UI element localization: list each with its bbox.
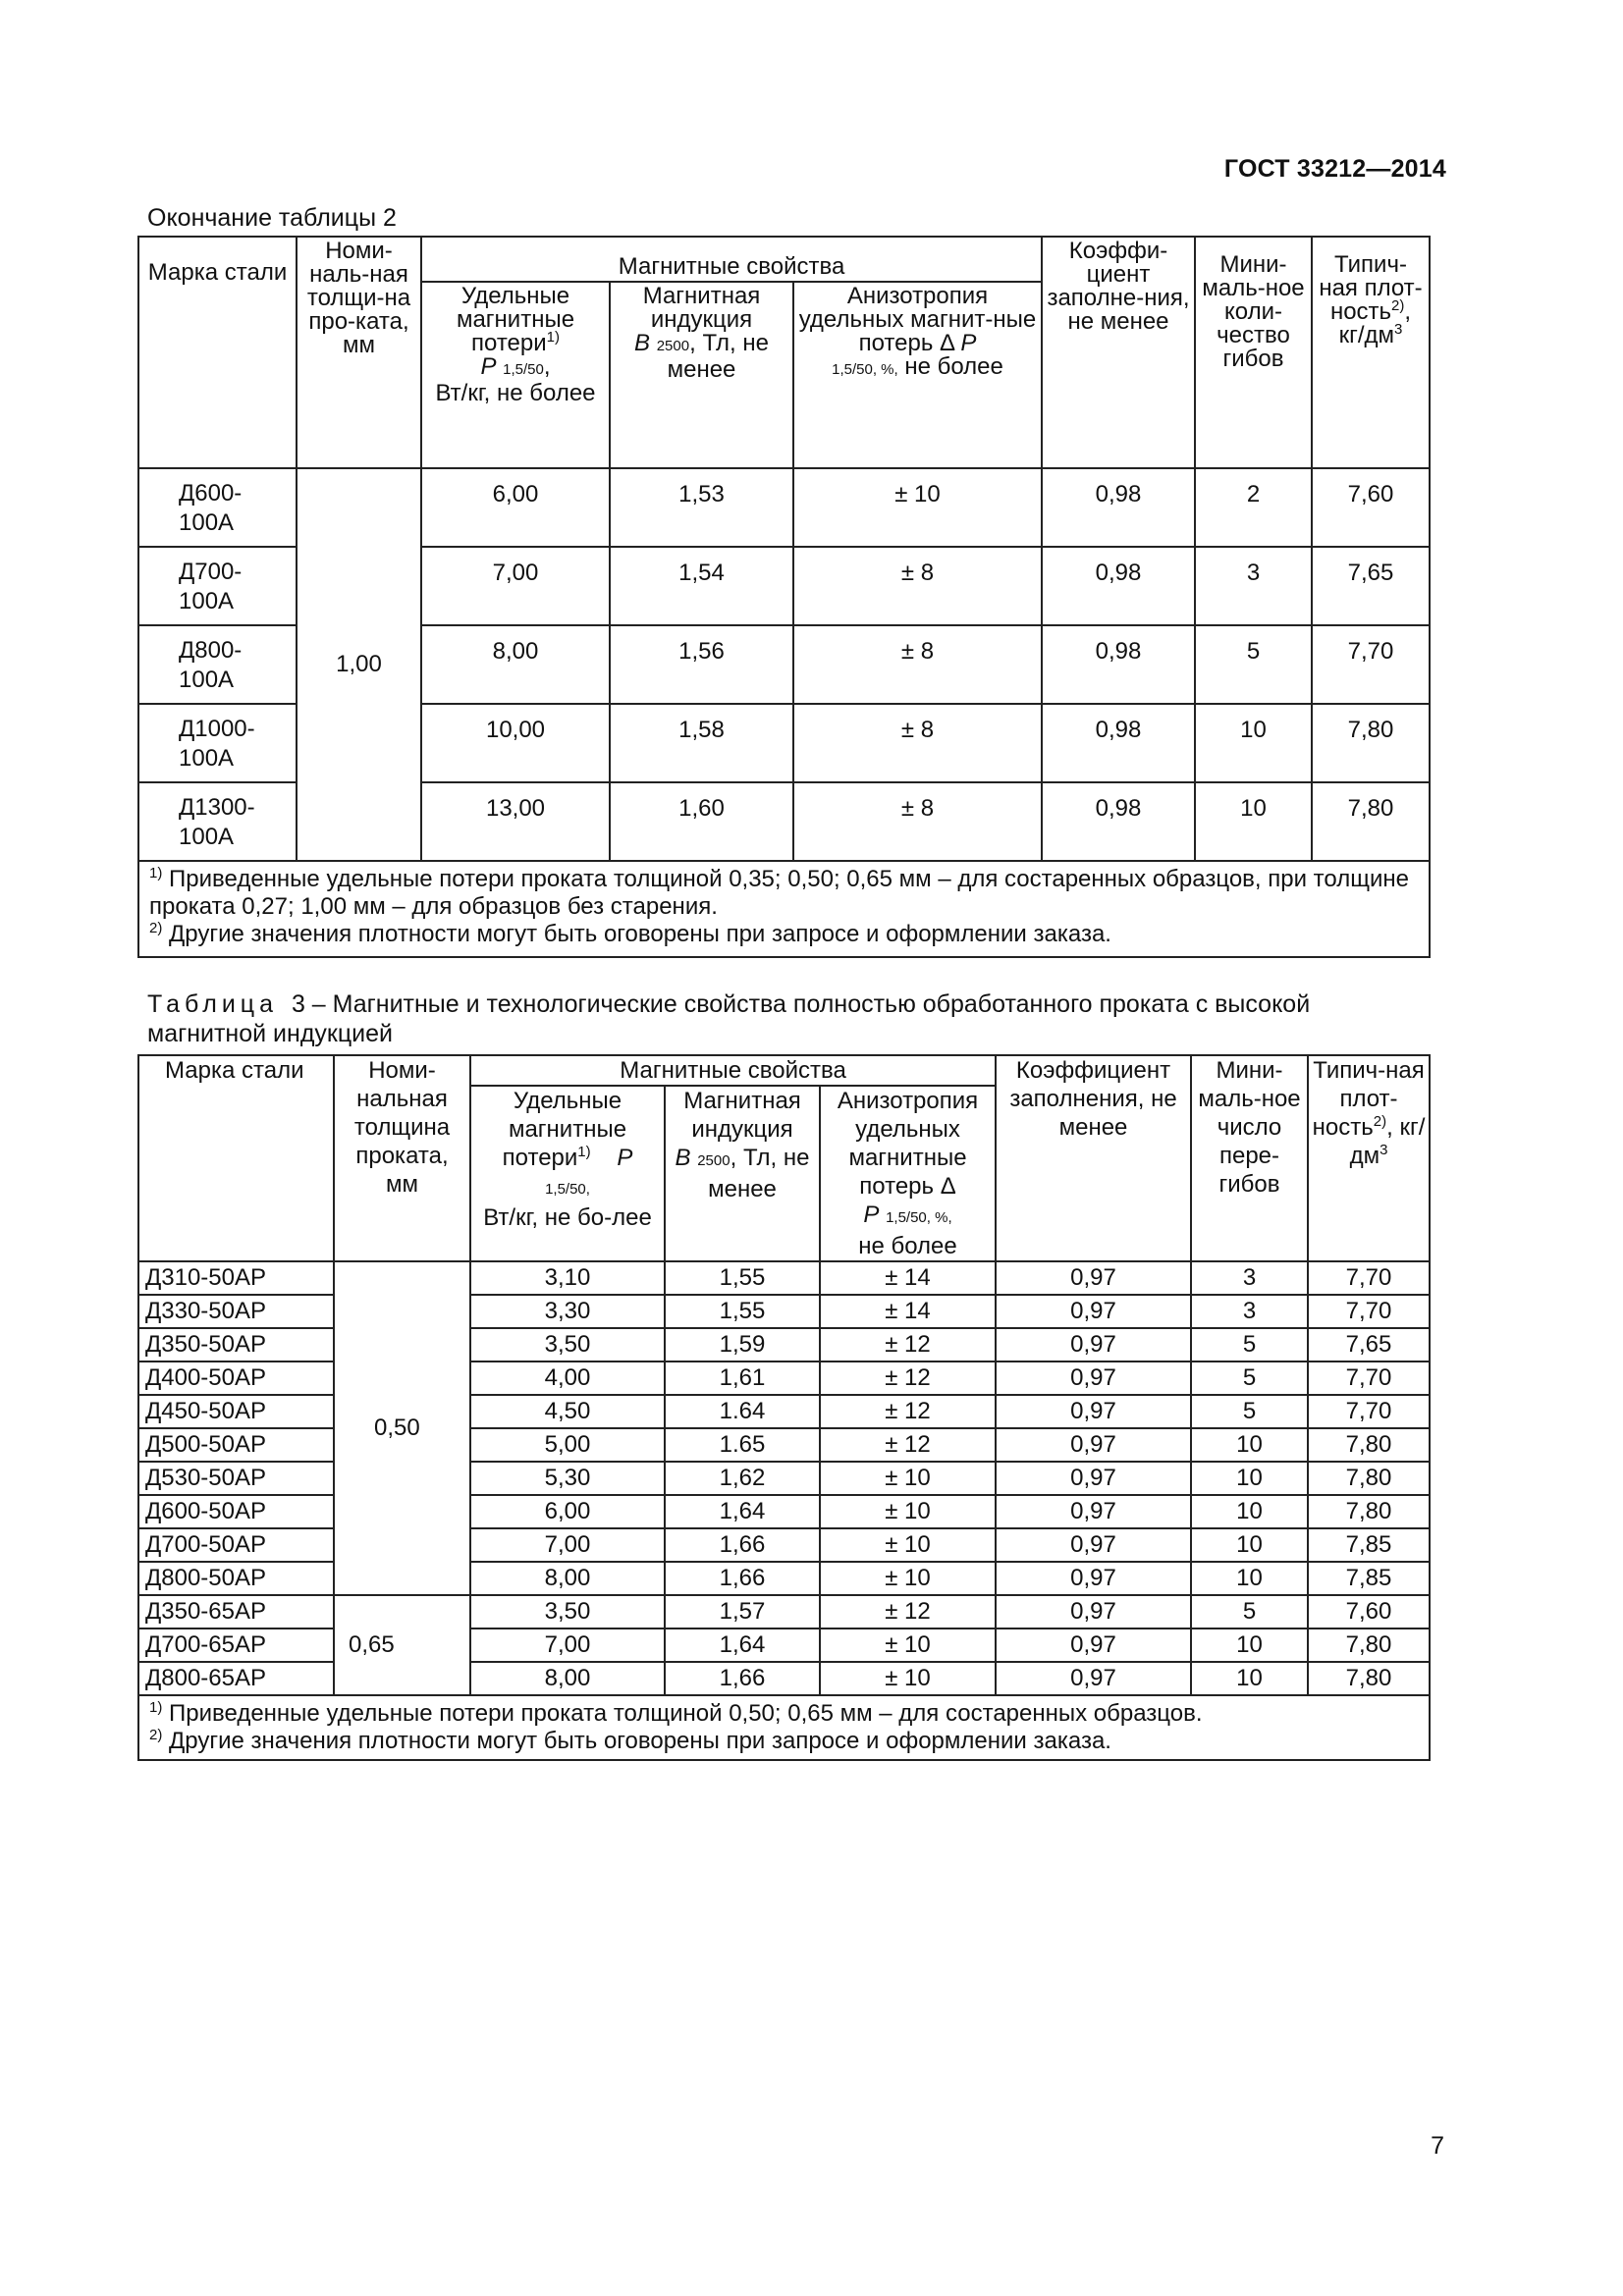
table2-footnotes <box>138 861 1430 957</box>
loss-cell: 6,00 <box>421 468 610 547</box>
anisotropy-cell: ± 12 <box>820 1428 996 1462</box>
table-row <box>138 1428 1430 1462</box>
anisotropy-cell: ± 10 <box>793 468 1042 547</box>
density-cell: 7,65 <box>1308 1328 1430 1362</box>
grade-cell: Д330-50АР <box>138 1295 334 1328</box>
table3-footnotes <box>138 1695 1430 1760</box>
loss-cell: 10,00 <box>421 704 610 782</box>
fill-cell: 0,98 <box>1042 468 1195 547</box>
grade-cell: Д700-50АР <box>138 1528 334 1562</box>
table3-caption: Таблица 3 – Магнитные и технологические свойства полностью обработанного проката с высокой магнитной индукцией <box>147 990 1311 1047</box>
fill-cell: 0,97 <box>996 1562 1191 1595</box>
anisotropy-cell: ± 8 <box>793 625 1042 704</box>
grade-cell: Д800-50АР <box>138 1562 334 1595</box>
grade-cell: Д800-65АР <box>138 1662 334 1695</box>
loss-cell: 3,50 <box>470 1595 665 1629</box>
grade-cell: Д450-50АР <box>138 1395 334 1428</box>
t2-header-thickness: Номи-наль-ная толщи-на про-ката, мм <box>297 237 421 468</box>
t2-header-grade: Марка стали <box>138 237 297 468</box>
grade-cell: Д500-50АР <box>138 1428 334 1462</box>
induction-cell: 1,66 <box>665 1562 820 1595</box>
bends-cell: 10 <box>1195 704 1312 782</box>
grade-cell: Д530-50АР <box>138 1462 334 1495</box>
loss-cell: 4,00 <box>470 1362 665 1395</box>
t2-header-anisotropy: Анизотропия удельных магнит-ные потерь Δ P 1,5/50, %, не более <box>793 282 1042 468</box>
table-row <box>138 1562 1430 1595</box>
anisotropy-cell: ± 14 <box>820 1261 996 1295</box>
grade-cell: Д1000-100А <box>138 704 297 782</box>
induction-cell: 1,66 <box>665 1528 820 1562</box>
density-cell: 7,60 <box>1312 468 1430 547</box>
anisotropy-cell: ± 12 <box>820 1595 996 1629</box>
loss-cell: 7,00 <box>470 1629 665 1662</box>
grade-cell: Д600-50АР <box>138 1495 334 1528</box>
bends-cell: 10 <box>1191 1662 1308 1695</box>
bends-cell: 5 <box>1191 1595 1308 1629</box>
grade-cell: Д800-100А <box>138 625 297 704</box>
induction-cell: 1,57 <box>665 1595 820 1629</box>
density-cell: 7,85 <box>1308 1528 1430 1562</box>
t2-header-bends: Мини-маль-ное коли-чество гибов <box>1195 237 1312 468</box>
induction-cell: 1,58 <box>610 704 793 782</box>
loss-cell: 4,50 <box>470 1395 665 1428</box>
bends-cell: 10 <box>1191 1629 1308 1662</box>
fill-cell: 0,97 <box>996 1395 1191 1428</box>
loss-cell: 5,00 <box>470 1428 665 1462</box>
fill-cell: 0,97 <box>996 1662 1191 1695</box>
fill-cell: 0,97 <box>996 1295 1191 1328</box>
grade-cell: Д700-65АР <box>138 1629 334 1662</box>
fill-cell: 0,98 <box>1042 782 1195 861</box>
induction-cell: 1,62 <box>665 1462 820 1495</box>
fill-cell: 0,97 <box>996 1462 1191 1495</box>
table-row <box>138 1261 1430 1295</box>
table-row <box>138 1662 1430 1695</box>
induction-cell: 1,60 <box>610 782 793 861</box>
density-cell: 7,85 <box>1308 1562 1430 1595</box>
thickness-cell: 0,50 <box>334 1261 470 1595</box>
grade-cell: Д350-65АР <box>138 1595 334 1629</box>
table-row <box>138 1629 1430 1662</box>
loss-cell: 6,00 <box>470 1495 665 1528</box>
table-row <box>138 1395 1430 1428</box>
table-row <box>138 468 1430 547</box>
t2-header-fill: Коэффи-циент заполне-ния, не менее <box>1042 237 1195 468</box>
loss-cell: 5,30 <box>470 1462 665 1495</box>
bends-cell: 10 <box>1195 782 1312 861</box>
thickness-cell: 0,65 <box>334 1595 470 1695</box>
induction-cell: 1,55 <box>665 1261 820 1295</box>
table3 <box>137 1054 1431 1761</box>
induction-cell: 1,64 <box>665 1629 820 1662</box>
t3-header-anisotropy: Анизотропия удельных магнитные потерь Δ P 1,5/50, %, не более <box>820 1086 996 1261</box>
thickness-cell: 1,00 <box>297 468 421 861</box>
table-row <box>138 1328 1430 1362</box>
t3-header-density: Типич-ная плот-ность$^{2)}$, $кг/дм^3$ <box>1308 1055 1430 1261</box>
density-cell: 7,80 <box>1308 1495 1430 1528</box>
footnote: $^{1)}$ Приведенные удельные потери проката толщиной 0,50; 0,65 мм – для состаренных образцов. <box>149 1699 1203 1727</box>
induction-cell: 1,61 <box>665 1362 820 1395</box>
loss-cell: 7,00 <box>470 1528 665 1562</box>
footnote: $^{2)}$ Другие значения плотности могут быть оговорены при запросе и оформлении заказа. <box>149 920 1111 947</box>
density-cell: 7,70 <box>1312 625 1430 704</box>
density-cell: 7,70 <box>1308 1395 1430 1428</box>
t3-header-induction: Магнитная индукция B 2500, Тл, не менее <box>665 1086 820 1261</box>
table-row <box>138 1495 1430 1528</box>
anisotropy-cell: ± 8 <box>793 547 1042 625</box>
page-number: 7 <box>1431 2132 1444 2160</box>
loss-cell: 3,10 <box>470 1261 665 1295</box>
anisotropy-cell: ± 14 <box>820 1295 996 1328</box>
loss-cell: 13,00 <box>421 782 610 861</box>
density-cell: 7,80 <box>1308 1629 1430 1662</box>
bends-cell: 5 <box>1195 625 1312 704</box>
density-cell: 7,80 <box>1312 704 1430 782</box>
t2-header-induction: Магнитная индукция B 2500, Тл, не менее <box>610 282 793 468</box>
grade-cell: Д350-50АР <box>138 1328 334 1362</box>
t3-header-bends: Мини-маль-ное число пере-гибов <box>1191 1055 1308 1261</box>
anisotropy-cell: ± 10 <box>820 1662 996 1695</box>
footnote: $^{2)}$ Другие значения плотности могут быть оговорены при запросе и оформлении заказа. <box>149 1727 1111 1754</box>
induction-cell: 1,56 <box>610 625 793 704</box>
loss-cell: 8,00 <box>470 1562 665 1595</box>
table-row <box>138 1362 1430 1395</box>
fill-cell: 0,97 <box>996 1261 1191 1295</box>
loss-cell: 8,00 <box>421 625 610 704</box>
induction-cell: 1.64 <box>665 1395 820 1428</box>
loss-cell: 7,00 <box>421 547 610 625</box>
induction-cell: 1.65 <box>665 1428 820 1462</box>
table-row <box>138 1295 1430 1328</box>
fill-cell: 0,97 <box>996 1595 1191 1629</box>
grade-cell: Д600-100А <box>138 468 297 547</box>
grade-cell: Д400-50АР <box>138 1362 334 1395</box>
bends-cell: 10 <box>1191 1528 1308 1562</box>
t3-header-fill: Коэффициент заполнения, не менее <box>996 1055 1191 1261</box>
t2-header-magnetic: Магнитные свойства <box>421 237 1042 282</box>
t3-header-grade: Марка стали <box>138 1055 334 1261</box>
bends-cell: 3 <box>1191 1295 1308 1328</box>
fill-cell: 0,97 <box>996 1428 1191 1462</box>
bends-cell: 5 <box>1191 1362 1308 1395</box>
loss-cell: 3,30 <box>470 1295 665 1328</box>
t2-header-loss: Удельные магнитные потери$^{1)}$ P 1,5/50, Вт/кг, не более <box>421 282 610 468</box>
induction-cell: 1,64 <box>665 1495 820 1528</box>
t3-header-thickness: Номи-нальная толщина проката, мм <box>334 1055 470 1261</box>
t3-header-loss: Удельные магнитные потери$^{1)}$ P 1,5/50, Вт/кг, не бо-лее <box>470 1086 665 1261</box>
bends-cell: 10 <box>1191 1562 1308 1595</box>
density-cell: 7,80 <box>1308 1662 1430 1695</box>
anisotropy-cell: ± 10 <box>820 1562 996 1595</box>
fill-cell: 0,97 <box>996 1629 1191 1662</box>
anisotropy-cell: ± 10 <box>820 1528 996 1562</box>
density-cell: 7,80 <box>1308 1428 1430 1462</box>
density-cell: 7,70 <box>1308 1261 1430 1295</box>
anisotropy-cell: ± 10 <box>820 1495 996 1528</box>
fill-cell: 0,97 <box>996 1528 1191 1562</box>
footnote: $^{1)}$ Приведенные удельные потери проката толщиной 0,35; 0,50; 0,65 мм – для состаренных образцов, при толщине проката 0,27; 1,00 мм – для образцов без старения. <box>149 865 1409 920</box>
grade-cell: Д700-100А <box>138 547 297 625</box>
bends-cell: 3 <box>1195 547 1312 625</box>
induction-cell: 1,55 <box>665 1295 820 1328</box>
fill-cell: 0,98 <box>1042 625 1195 704</box>
density-cell: 7,65 <box>1312 547 1430 625</box>
bends-cell: 10 <box>1191 1462 1308 1495</box>
bends-cell: 5 <box>1191 1328 1308 1362</box>
anisotropy-cell: ± 10 <box>820 1462 996 1495</box>
induction-cell: 1,59 <box>665 1328 820 1362</box>
table-row <box>138 1462 1430 1495</box>
anisotropy-cell: ± 10 <box>820 1629 996 1662</box>
t2-header-density: Типич-ная плот-ность$^{2)}$, $кг/дм^3$ <box>1312 237 1430 468</box>
fill-cell: 0,97 <box>996 1495 1191 1528</box>
table-row <box>138 1528 1430 1562</box>
density-cell: 7,80 <box>1308 1462 1430 1495</box>
induction-cell: 1,66 <box>665 1662 820 1695</box>
grade-cell: Д1300-100А <box>138 782 297 861</box>
table2-caption: Окончание таблицы 2 <box>147 204 397 232</box>
density-cell: 7,70 <box>1308 1362 1430 1395</box>
anisotropy-cell: ± 8 <box>793 704 1042 782</box>
loss-cell: 3,50 <box>470 1328 665 1362</box>
fill-cell: 0,98 <box>1042 704 1195 782</box>
fill-cell: 0,97 <box>996 1362 1191 1395</box>
bends-cell: 2 <box>1195 468 1312 547</box>
induction-cell: 1,54 <box>610 547 793 625</box>
anisotropy-cell: ± 12 <box>820 1362 996 1395</box>
fill-cell: 0,97 <box>996 1328 1191 1362</box>
bends-cell: 10 <box>1191 1495 1308 1528</box>
induction-cell: 1,53 <box>610 468 793 547</box>
bends-cell: 10 <box>1191 1428 1308 1462</box>
anisotropy-cell: ± 8 <box>793 782 1042 861</box>
density-cell: 7,70 <box>1308 1295 1430 1328</box>
anisotropy-cell: ± 12 <box>820 1395 996 1428</box>
fill-cell: 0,98 <box>1042 547 1195 625</box>
loss-cell: 8,00 <box>470 1662 665 1695</box>
bends-cell: 3 <box>1191 1261 1308 1295</box>
t3-header-magnetic: Магнитные свойства <box>470 1055 996 1086</box>
bends-cell: 5 <box>1191 1395 1308 1428</box>
density-cell: 7,60 <box>1308 1595 1430 1629</box>
table-row <box>138 1595 1430 1629</box>
grade-cell: Д310-50АР <box>138 1261 334 1295</box>
anisotropy-cell: ± 12 <box>820 1328 996 1362</box>
table2 <box>137 236 1431 958</box>
density-cell: 7,80 <box>1312 782 1430 861</box>
document-standard-header: ГОСТ 33212—2014 <box>1223 155 1446 183</box>
